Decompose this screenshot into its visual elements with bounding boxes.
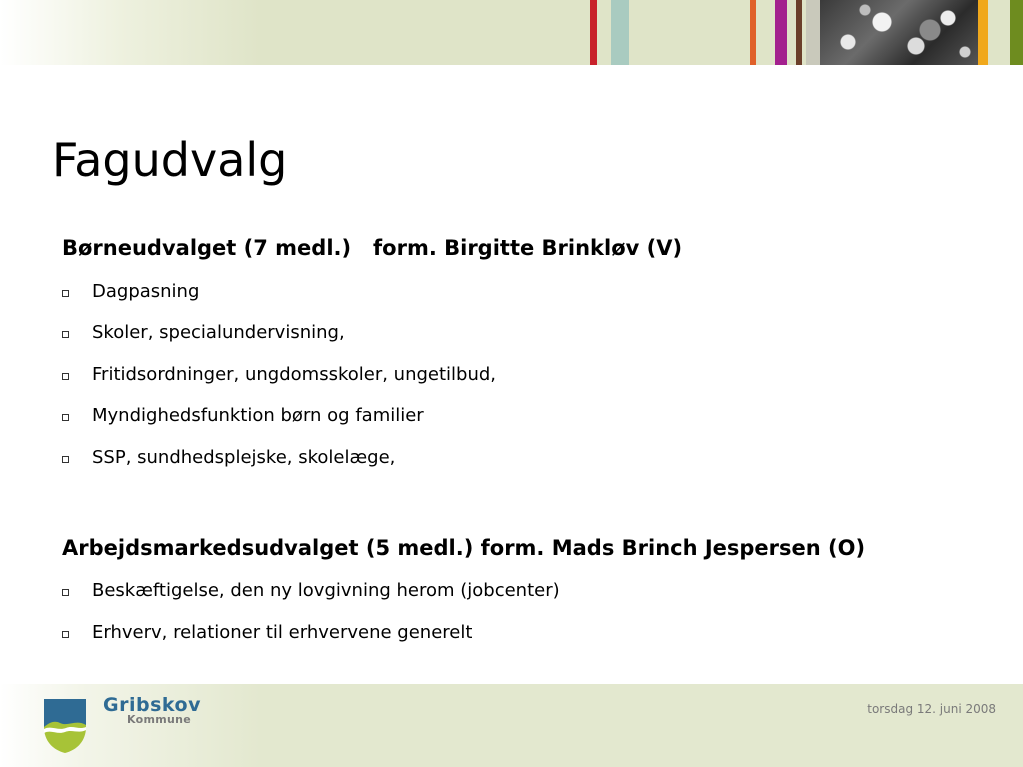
stripe-red [590,0,597,65]
square-bullet-icon [62,414,69,421]
section-heading-boerneudvalget: Børneudvalget (7 medl.) form. Birgitte Brinkløv (V) [62,236,683,260]
list-item-text: Skoler, specialundervisning, [92,322,345,343]
stripe-yellow [978,0,988,65]
stripe-green [1010,0,1023,65]
list-item-text: Beskæftigelse, den ny lovgivning herom (jobcenter) [92,580,560,601]
stripe-brown [796,0,802,65]
square-bullet-icon [62,331,69,338]
flower-photo [820,0,978,65]
section-heading-arbejdsmarkedsudvalget: Arbejdsmarkedsudvalget (5 medl.) form. Mads Brinch Jespersen (O) [62,536,866,560]
list-item-text: Erhverv, relationer til erhvervene generelt [92,622,473,643]
logo-subtitle: Kommune [127,713,192,726]
list-item-text: Fritidsordninger, ungdomsskoler, ungetilbud, [92,364,497,385]
stripe-purple [775,0,787,65]
list-item-text: SSP, sundhedsplejske, skolelæge, [92,447,396,468]
square-bullet-icon [62,631,69,638]
square-bullet-icon [62,589,69,596]
slide-title: Fagudvalg [52,133,288,187]
stripe-teal [611,0,629,65]
list-item-text: Dagpasning [92,281,200,302]
gribskov-shield-icon [42,697,88,755]
stripe-grey [806,0,820,65]
footer-date: torsdag 12. juni 2008 [867,702,996,716]
square-bullet-icon [62,373,69,380]
stripe-orange [750,0,756,65]
square-bullet-icon [62,290,69,297]
logo-name: Gribskov [103,694,201,716]
list-item-text: Myndighedsfunktion børn og familier [92,405,424,426]
square-bullet-icon [62,456,69,463]
header-band [0,0,1023,65]
